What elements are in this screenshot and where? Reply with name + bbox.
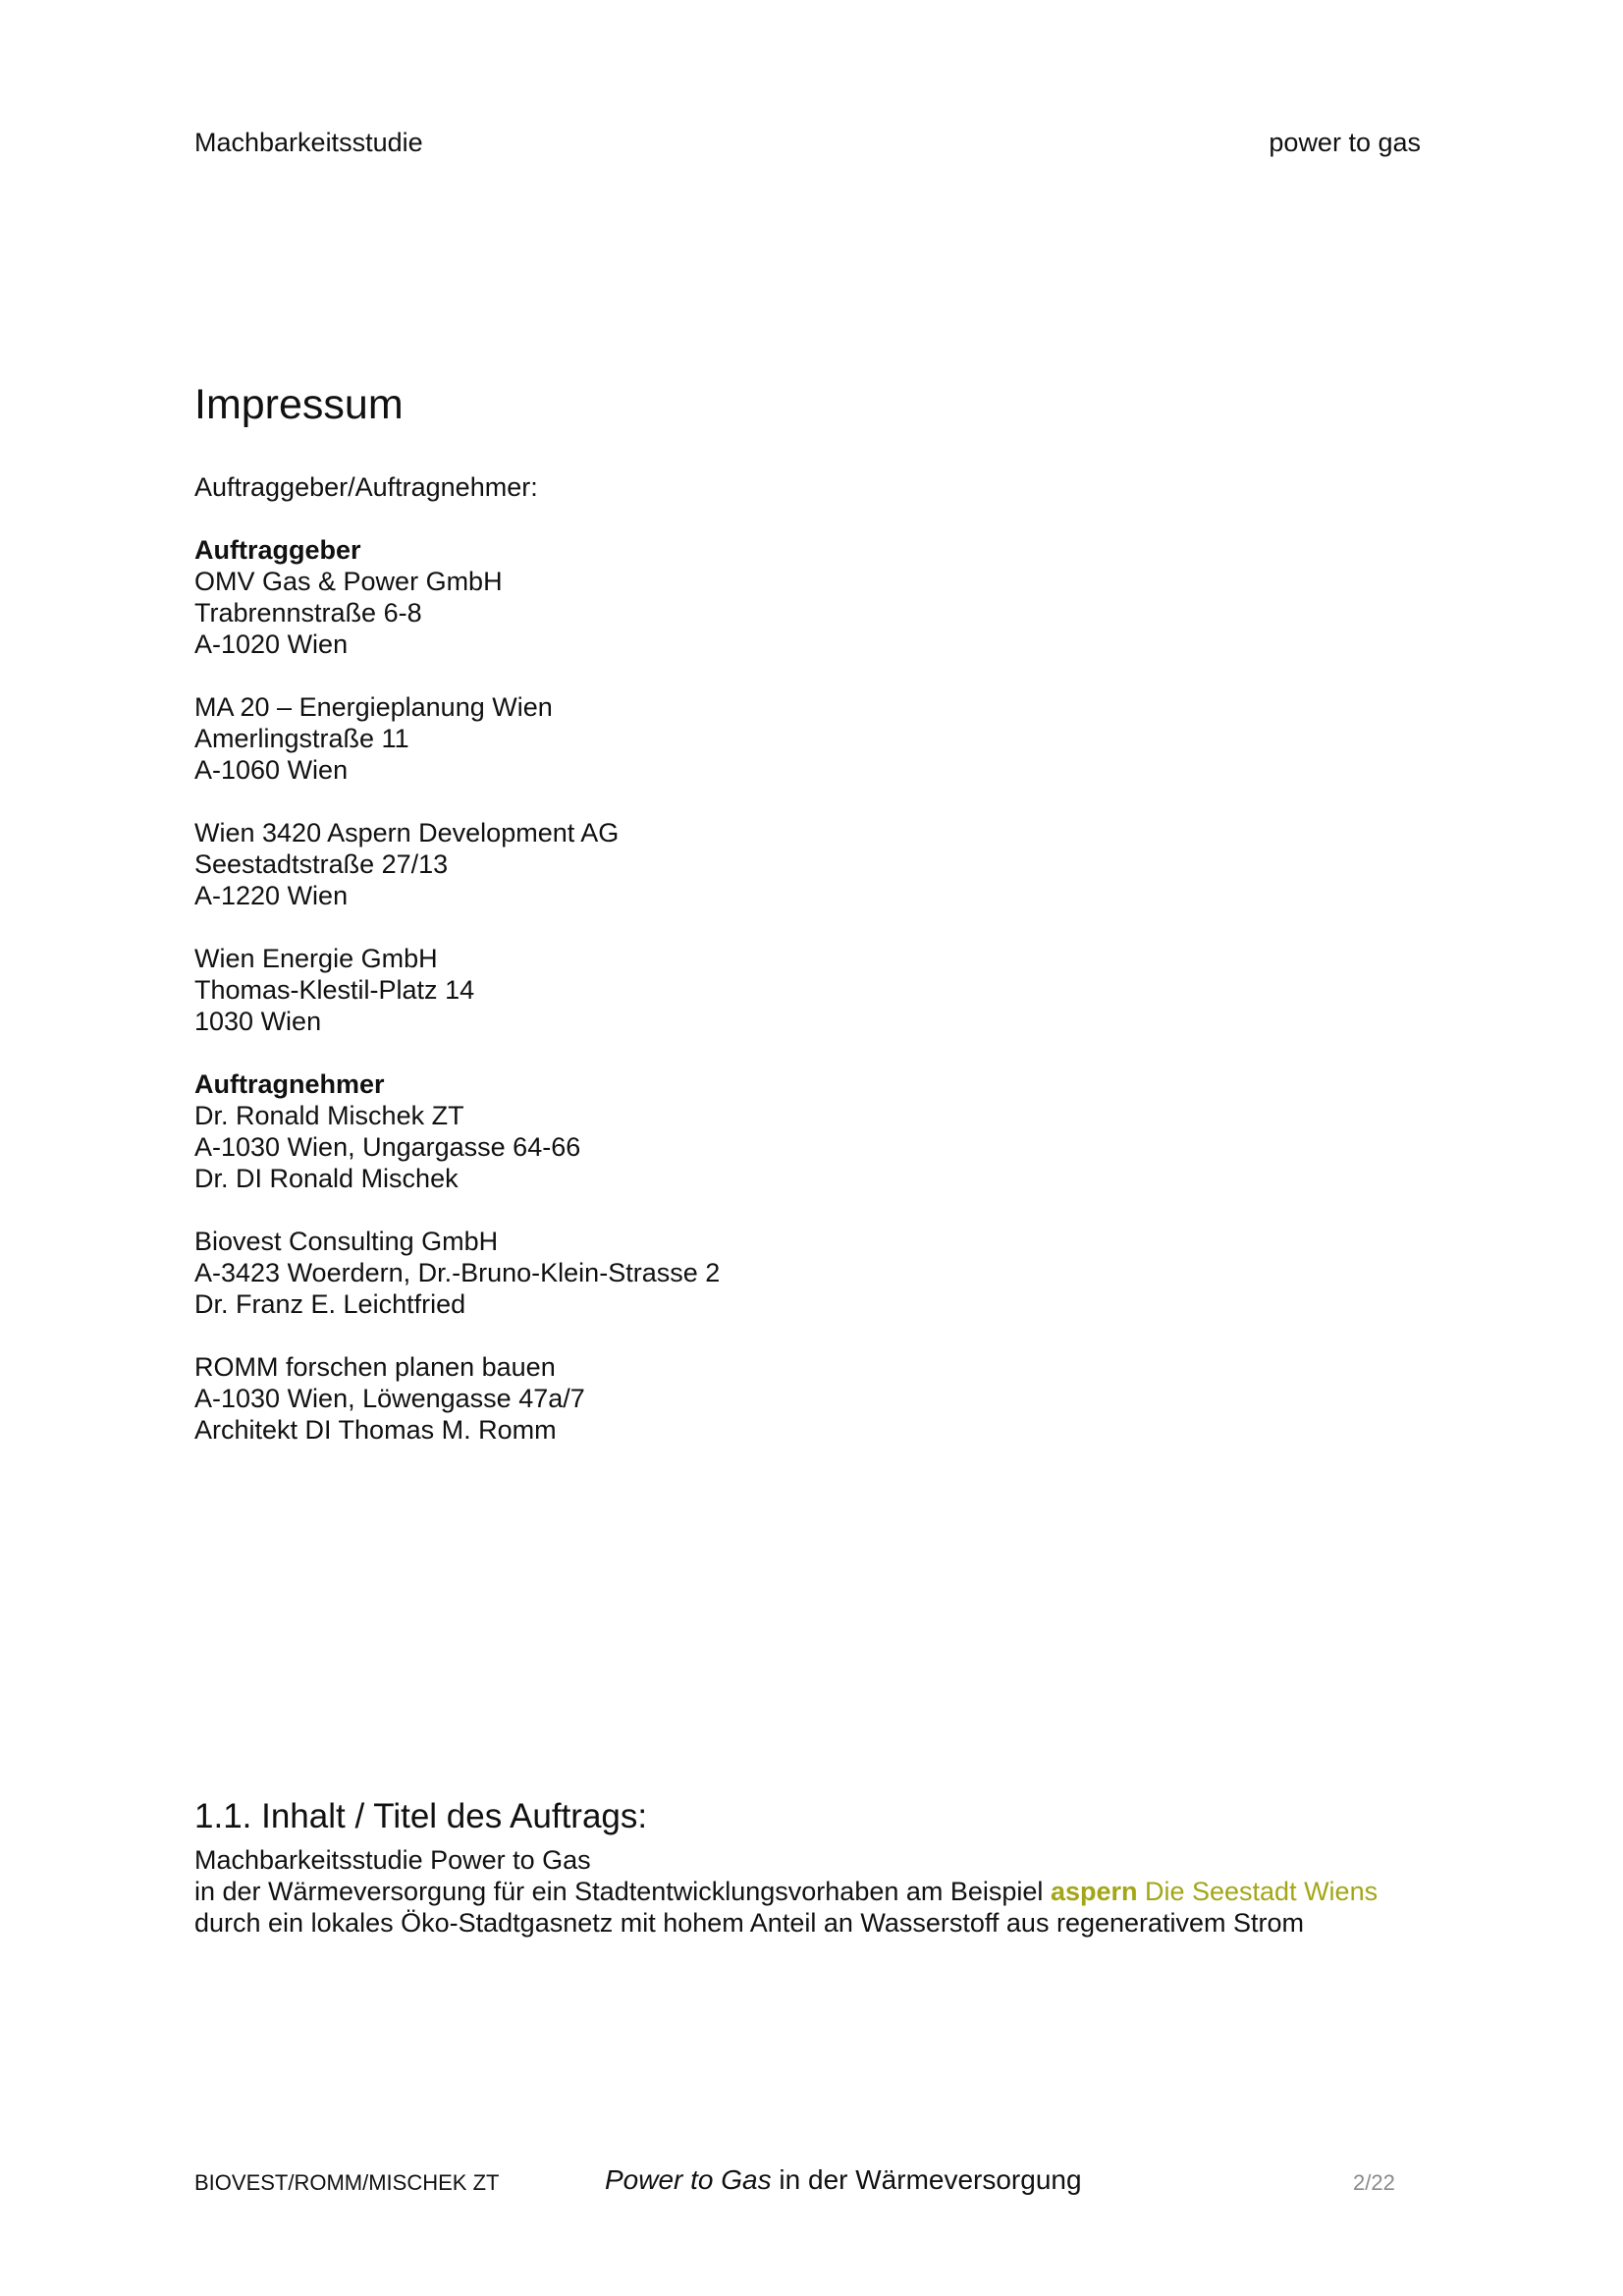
header-left: Machbarkeitsstudie xyxy=(194,128,423,157)
section-line-3: durch ein lokales Öko-Stadtgasnetz mit hohem Anteil an Wasserstoff aus regenerativem Strom xyxy=(194,1908,1305,1938)
address-line: A-3423 Woerdern, Dr.-Bruno-Klein-Strasse 2 xyxy=(194,1258,721,1287)
auftragnehmer-block-1 xyxy=(194,1068,720,1194)
address-line: Dr. Franz E. Leichtfried xyxy=(194,1289,466,1319)
section-line-1: Machbarkeitsstudie Power to Gas xyxy=(194,1845,591,1875)
footer-authors: BIOVEST/ROMM/MISCHEK ZT xyxy=(194,2170,500,2195)
address-line: Thomas-Klestil-Platz 14 xyxy=(194,975,475,1005)
address-line: Biovest Consulting GmbH xyxy=(194,1227,499,1256)
address-line: A-1060 Wien xyxy=(194,755,349,785)
address-line: A-1030 Wien, Ungargasse 64-66 xyxy=(194,1132,581,1162)
section-body xyxy=(194,1844,1378,1939)
footer-title-rest: in der Wärmeversorgung xyxy=(771,2164,1082,2195)
address-line: 1030 Wien xyxy=(194,1007,322,1036)
address-line: Amerlingstraße 11 xyxy=(194,724,409,753)
auftraggeber-block-2 xyxy=(194,691,720,786)
address-line: Seestadtstraße 27/13 xyxy=(194,849,449,879)
auftraggeber-block-3 xyxy=(194,817,720,911)
address-line: A-1220 Wien xyxy=(194,881,349,910)
auftragnehmer-block-3 xyxy=(194,1351,720,1446)
section-heading: 1.1. Inhalt / Titel des Auftrags: xyxy=(194,1797,648,1835)
address-line: MA 20 – Energieplanung Wien xyxy=(194,692,553,722)
address-line: ROMM forschen planen bauen xyxy=(194,1352,556,1382)
footer-title-italic: Power to Gas xyxy=(605,2164,772,2195)
address-line: Architekt DI Thomas M. Romm xyxy=(194,1415,557,1445)
address-line: Wien Energie GmbH xyxy=(194,944,438,973)
brand-seestadt: Die Seestadt Wiens xyxy=(1137,1877,1379,1906)
section-line-2-prefix: in der Wärmeversorgung für ein Stadtentwicklungsvorhaben am Beispiel xyxy=(194,1877,1051,1906)
address-line: Wien 3420 Aspern Development AG xyxy=(194,818,620,847)
page-number: 2/22 xyxy=(1353,2170,1395,2195)
auftraggeber-heading: Auftraggeber xyxy=(194,535,361,565)
auftragnehmer-block-2 xyxy=(194,1226,720,1320)
address-line: Dr. DI Ronald Mischek xyxy=(194,1164,459,1193)
auftragnehmer-heading: Auftragnehmer xyxy=(194,1069,385,1099)
page-title: Impressum xyxy=(194,381,404,428)
address-line: Trabrennstraße 6-8 xyxy=(194,598,422,628)
address-line: A-1030 Wien, Löwengasse 47a/7 xyxy=(194,1384,585,1413)
address-line: Dr. Ronald Mischek ZT xyxy=(194,1101,464,1130)
intro-text: Auftraggeber/Auftragnehmer: xyxy=(194,472,538,502)
section-line-2 xyxy=(194,1876,1378,1907)
auftraggeber-block-4 xyxy=(194,943,720,1037)
footer-title xyxy=(605,2164,1082,2196)
address-line: OMV Gas & Power GmbH xyxy=(194,567,503,596)
address-line: A-1020 Wien xyxy=(194,629,349,659)
header-right: power to gas xyxy=(1269,128,1421,157)
brand-aspern: aspern xyxy=(1050,1877,1138,1906)
impressum-content xyxy=(194,471,720,1477)
auftraggeber-block-1 xyxy=(194,534,720,660)
